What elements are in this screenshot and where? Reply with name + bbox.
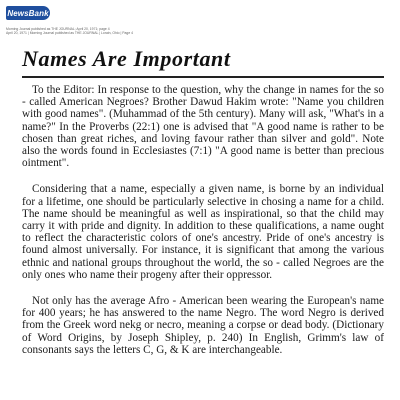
header-bar: [0, 0, 400, 28]
newsbank-logo[interactable]: [6, 6, 50, 20]
article: [22, 46, 384, 370]
source-meta-line: Morning Journal published as THE JOURNAL; April 20, 1971; page 4: [6, 27, 110, 31]
headline-rule: [22, 76, 384, 78]
article-headline: Names Are Important: [22, 46, 231, 71]
article-paragraph-2: Considering that a name, especially a given name, is borne by an individual for a lifetime, one should be particularly selective in chosing a name for a child. The name should be meaningful as well as inspirational, so that the child may carry it with pride and dignity. In addition to these qualifications, a name ought to reflect the characteristic colors of one's ancestry. Pride of one's ancestry is found almost universally. For instance, it is significant that among the various ethnic and national groups throughout the world, the so - called Negroes are the only ones who name their progeny after their oppressor.: [22, 183, 384, 281]
article-paragraph-1: To the Editor: In response to the question, why the change in names for the so - called American Negroes? Brother Dawud Hakim wrote: "Name you children with good names". (Muhammad of the 5th century). Many will ask, "What's in a name?" In the Proverbs (22:1) one is advised that "A good name is rather to be chosen than great riches, and loving favour rather than silver and gold". Note also the words found in Ecclesiastes (7:1) "A good name is better than precious ointment".: [22, 84, 384, 170]
logo-text: NewsBank: [7, 8, 49, 18]
citation-meta-line: April 20, 1971 | Morning Journal published as THE JOURNAL | Lorain, Ohio | Page 4: [6, 31, 134, 35]
article-paragraph-3: Not only has the average Afro - American been wearing the European's name for 400 years; he has answered to the name Negro. The word Negro is derived from the Greek word nekg or necro, meaning a corpse or dead body. (Dictionary of Word Origins, by Joseph Shipley, p. 240) In English, Grimm's law of consonants says the letters C, G, & K are interchangeable.: [22, 295, 384, 356]
